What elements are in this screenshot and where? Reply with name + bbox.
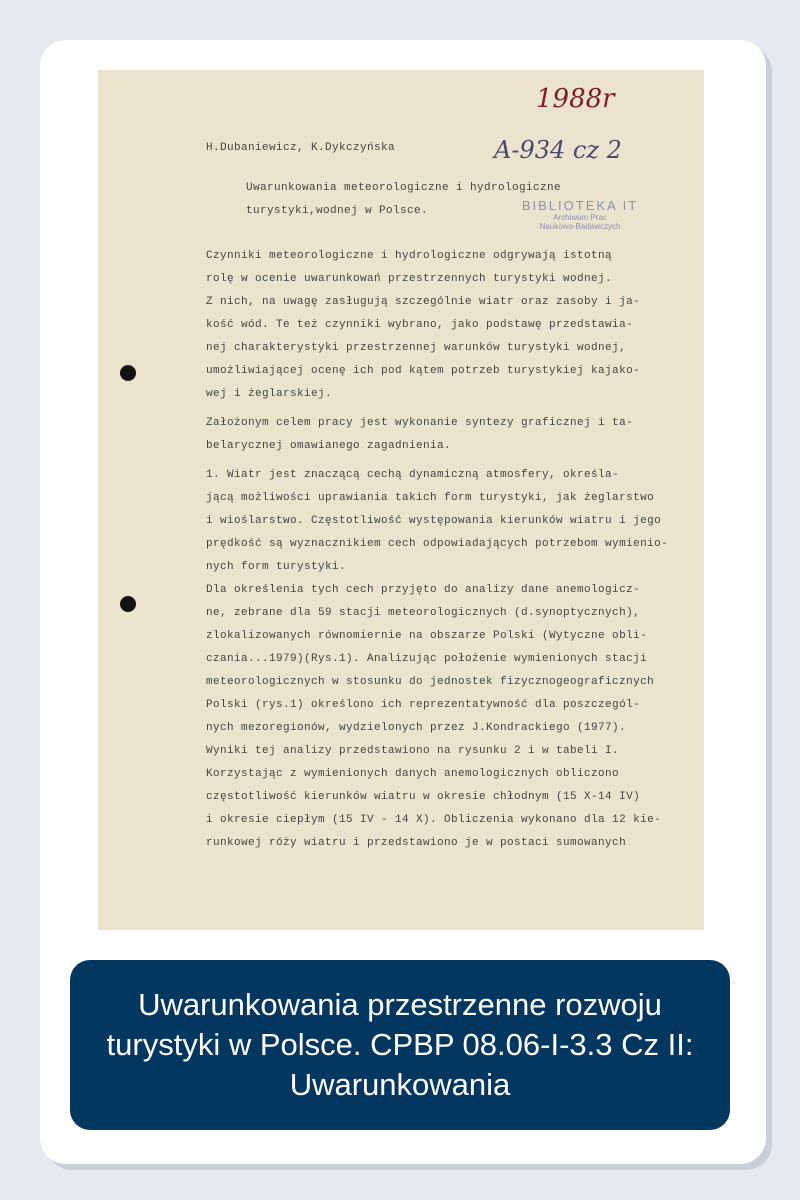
text-line: Z nich, na uwagę zasługują szczególnie wiatr oraz zasoby i ja-	[206, 296, 641, 308]
text-line: meteorologicznych w stosunku do jednostek fizycznogeograficznych	[206, 676, 655, 688]
text-line: wej i żeglarskiej.	[206, 388, 333, 400]
handwritten-signature: A-934 cz 2	[494, 136, 622, 164]
text-line: kość wód. Te też czynniki wybrano, jako podstawę przedstawia-	[206, 319, 634, 331]
text-line: i wioślarstwo. Częstotliwość występowania kierunków wiatru i jego	[206, 515, 662, 527]
text-line: ne, zebrane dla 59 stacji meteorologicznych (d.synoptycznych),	[206, 607, 641, 619]
text-line: nych mezoregionów, wydzielonych przez J.Kondrackiego (1977).	[206, 722, 627, 734]
text-line: jącą możliwości uprawiania takich form turystyki, jak żeglarstwo	[206, 492, 655, 504]
punch-hole	[120, 596, 136, 612]
text-line: częstotliwość kierunków wiatru w okresie chłodnym (15 X-14 IV)	[206, 791, 641, 803]
caption-box[interactable]	[70, 960, 730, 1130]
text-line: prędkość są wyznacznikiem cech odpowiadających potrzebom wymienio-	[206, 538, 669, 550]
stamp-line: Archiwum Prac	[553, 213, 607, 222]
document-scan[interactable]	[98, 70, 704, 930]
text-line: Polski (rys.1) określono ich reprezentatywność dla poszczegól-	[206, 699, 641, 711]
document-authors: H.Dubaniewicz, K.Dykczyńska	[206, 142, 396, 154]
handwritten-year: 1988r	[536, 84, 615, 114]
document-title-line-1: Uwarunkowania meteorologiczne i hydrologiczne	[246, 182, 562, 194]
text-line: nych form turystyki.	[206, 561, 347, 573]
text-line: umożliwiającej ocenę ich pod kątem potrzeb turystykiej kajako-	[206, 365, 641, 377]
caption-text: Uwarunkowania przestrzenne rozwoju turystyki w Polsce. CPBP 08.06-I-3.3 Cz II: Uwarunkowania	[106, 987, 694, 1102]
text-line: Czynniki meteorologiczne i hydrologiczne odgrywają istotną	[206, 250, 613, 262]
stamp-line: Naukowo-Badawczych	[539, 222, 621, 231]
text-line: Założonym celem pracy jest wykonanie syntezy graficznej i ta-	[206, 417, 634, 429]
text-line: Dla określenia tych cech przyjęto do analizy dane anemologicz-	[206, 584, 641, 596]
document-title-line-2: turystyki,wodnej w Polsce.	[246, 205, 429, 217]
text-line: nej charakterystyki przestrzennej warunków turystyki wodnej,	[206, 342, 627, 354]
stamp-line: BIBLIOTEKA IT	[521, 198, 639, 213]
text-line: Korzystając z wymienionych danych anemologicznych obliczono	[206, 768, 620, 780]
text-line: Wyniki tej analizy przedstawiono na rysunku 2 i w tabeli I.	[206, 745, 620, 757]
text-line: runkowej róży wiatru i przedstawiono je w postaci sumowanych	[206, 837, 627, 849]
document-body	[206, 245, 686, 861]
text-line: 1. Wiatr jest znaczącą cechą dynamiczną atmosfery, określa-	[206, 469, 620, 481]
text-line: rolę w ocenie uwarunkowań przestrzennych turystyki wodnej.	[206, 273, 613, 285]
punch-hole	[120, 365, 136, 381]
text-line: belarycznej omawianego zagadnienia.	[206, 440, 452, 452]
text-line: i okresie ciepłym (15 IV - 14 X). Obliczenia wykonano dla 12 kie-	[206, 814, 662, 826]
library-stamp	[510, 198, 650, 231]
text-line: czania...1979)(Rys.1). Analizując położenie wymienionych stacji	[206, 653, 648, 665]
text-line: zlokalizowanych równomiernie na obszarze Polski (Wytyczne obli-	[206, 630, 648, 642]
